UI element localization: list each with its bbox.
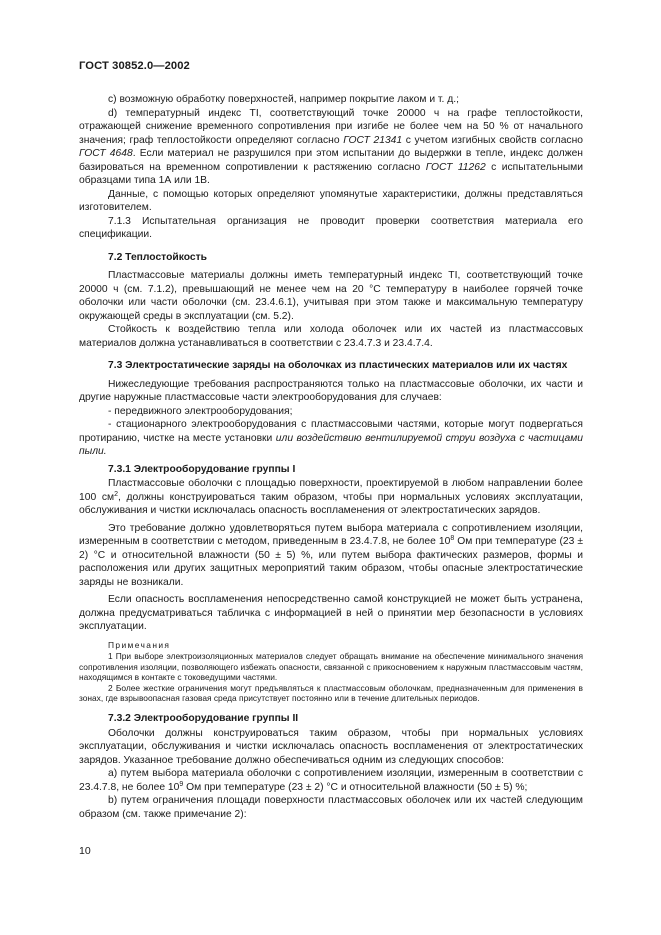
paragraph-data-supplier: Данные, с помощью которых определяют упомянутые характеристики, должны представляться изготовителем. <box>79 188 583 213</box>
paragraph-7-3-1-c: Если опасность воспламенения непосредственно самой конструкцией не может быть устранена, должна предусматриваться табличка с информацией в ней о принятии мер безопасности в условиях эксплуатации. <box>79 594 583 632</box>
paragraph-7-3-1-b: Это требование должно удовлетворяться путем выбора материала с сопротивлением изоляции, измеренным в соответствии с методом, приведенным в 23.4.7.8, не более $10^8$ Ом при температуре (23 ± 2) °С и относительной влажности (50 ± 5) %, или путем выбора фактических размеров, формы и расположения или других защитных мероприятий таким образом, чтобы опасные электростатические заряды не возникали. <box>79 522 583 588</box>
subsection-heading-7-3-1: 7.3.1 Электрооборудование группы I <box>108 463 296 475</box>
section-heading-7-2: 7.2 Теплостойкость <box>108 251 207 263</box>
paragraph-7-2-b: Стойкость к воздействию тепла или холода оболочек или их частей из пластмассовых материалов должна устанавливаться в соответствии с 23.4.7.3 и 23.4.7.4. <box>79 324 583 349</box>
standard-header: ГОСТ 30852.0—2002 <box>79 60 190 72</box>
paragraph-7-3-intro: Нижеследующие требования распространяются только на пластмассовые оболочки, их части и другие наружные пластмассовые части электрооборудования для случаев: <box>79 378 583 403</box>
list-item-b: b) путем ограничения площади поверхности пластмассовых оболочек или их частей следующим образом (см. также примечание 2): <box>79 795 583 820</box>
list-item-portable: - передвижного электрооборудования; <box>108 405 293 417</box>
notes-title: Примечания <box>108 639 171 650</box>
paragraph-7-2-a: Пластмассовые материалы должны иметь температурный индекс TI, соответствующий точке 20000 ч (см. 7.1.2), превышающий не менее чем на 20 °С температуру в наиболее горячей точке оболочки или части оболочки (см. 23.4.6.1), учитывая при этом также и максимальную температуру окружающей среды в эксплуатации (см. 5.2). <box>79 270 583 322</box>
note-1: 1 При выборе электроизоляционных материалов следует обращать внимание на обеспечение минимального значения сопротивления изоляции, позволяющего избежать опасности, связанной с прикосновением к наружным пластмассовым частям, находящимся в контакте с токоведущими частями. <box>79 651 583 683</box>
notes-block <box>79 640 583 705</box>
paragraph-7-3-2-intro: Оболочки должны конструироваться таким образом, чтобы при нормальных условиях эксплуатации, обслуживания и чистки исключалась опасность воспламенения от электростатических зарядов. Указанное требование должно обеспечиваться одним из следующих способов: <box>79 727 583 766</box>
list-item-stationary: - стационарного электрооборудования с пластмассовыми частями, которые могут подвергаться протиранию, чистке на месте установки или воздействию вентилируемой струи воздуха с частицами пыли. <box>79 419 583 457</box>
subsection-heading-7-3-2: 7.3.2 Электрооборудование группы II <box>108 713 299 725</box>
list-item-a: a) путем выбора материала оболочки с сопротивлением изоляции, измеренным в соответствии с 23.4.7.8, не более $10^9$ Ом при температуре (23 ± 2) °С и относительной влажности (50 ± 5) %; <box>79 768 583 793</box>
page-body <box>79 93 583 821</box>
paragraph-7-3-1-a: Пластмассовые оболочки с площадью поверхности, проектируемой в любом направлении более 100 $см^2$, должны конструироваться таким образом, чтобы при нормальных условиях эксплуатации, обслуживания и чистки исключалась опасность воспламенения от электростатических зарядов. <box>79 478 583 516</box>
note-2: 2 Более жесткие ограничения могут предъявляться к пластмассовым оболочкам, предназначенным для применения в зонах, где взрывоопасная газовая среда присутствует постоянно или в течение длительных периодов. <box>79 682 583 704</box>
section-heading-7-3: 7.3 Электростатические заряды на оболочках из пластических материалов или их частях <box>108 360 568 371</box>
page-number: 10 <box>79 845 91 857</box>
list-item-d: d) температурный индекс TI, соответствующий точке 20000 ч на графе теплостойкости, отражающей снижение временного сопротивления при изгибе не более чем на 50 % от начального значения; граф теплостойкости определяют согласно ГОСТ 21341 с учетом изгибных свойств согласно ГОСТ 4648. Если материал не разрушился при этом испытании до выдержки в тепле, индекс должен базироваться на временном сопротивлении к растяжению согласно ГОСТ 11262 с испытательными образцами типа 1А или 1В. <box>79 107 583 186</box>
clause-7-1-3: 7.1.3 Испытательная организация не проводит проверки соответствия материала его спецификации. <box>79 215 583 240</box>
list-item-c: c) возможную обработку поверхностей, например покрытие лаком и т. д.; <box>108 94 459 105</box>
